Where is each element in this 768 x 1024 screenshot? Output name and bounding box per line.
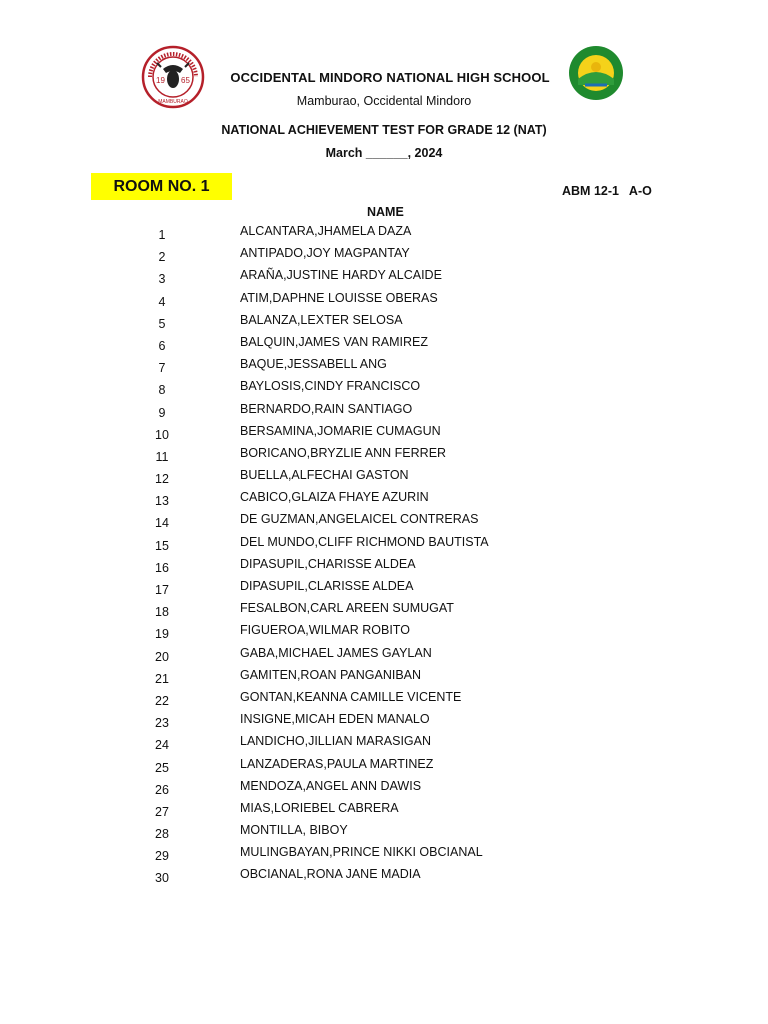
row-number: 17 (155, 583, 169, 597)
student-name: BAQUE,JESSABELL ANG (240, 357, 387, 372)
row-number: 12 (155, 472, 169, 487)
row-number: 8 (158, 383, 166, 398)
row-number: 1 (158, 228, 166, 242)
student-name: BORICANO,BRYZLIE ANN FERRER (240, 445, 447, 460)
student-name: CABICO,GLAIZA FHAYE AZURIN (240, 490, 429, 505)
row-number: 9 (158, 405, 166, 420)
student-name: MENDOZA,ANGEL ANN DAWIS (240, 778, 422, 793)
row-number: 5 (158, 316, 166, 331)
table-row (0, 844, 768, 866)
student-name: FESALBON,CARL AREEN SUMUGAT (240, 601, 454, 616)
table-row (0, 290, 768, 312)
row-number: 27 (155, 804, 169, 819)
seal-bottom-text: MAMBURAO (158, 99, 188, 105)
row-number: 25 (155, 760, 169, 775)
table-row (0, 645, 768, 667)
table-row (0, 733, 768, 755)
table-row (0, 778, 768, 800)
student-name: BALQUIN,JAMES VAN RAMIREZ (240, 334, 428, 349)
table-row (0, 756, 768, 778)
seal-year-right: 65 (181, 76, 190, 85)
table-row (0, 578, 768, 600)
table-row (0, 866, 768, 888)
student-name: DIPASUPIL,CHARISSE ALDEA (240, 556, 416, 571)
row-number: 7 (158, 361, 166, 376)
school-name: OCCIDENTAL MINDORO NATIONAL HIGH SCHOOL (230, 70, 550, 85)
row-number: 6 (158, 338, 166, 353)
student-name: BALANZA,LEXTER SELOSA (240, 312, 403, 327)
row-number: 13 (155, 494, 169, 509)
student-name: MONTILLA, BIBOY (240, 823, 348, 838)
student-name: DIPASUPIL,CLARISSE ALDEA (240, 579, 414, 593)
row-number: 30 (155, 871, 169, 886)
table-row (0, 534, 768, 556)
student-roster (0, 223, 768, 889)
student-name: MIAS,LORIEBEL CABRERA (240, 800, 399, 815)
student-name: GONTAN,KEANNA CAMILLE VICENTE (240, 689, 462, 704)
row-number: 22 (155, 693, 169, 708)
student-name: BERSAMINA,JOMARIE CUMAGUN (240, 423, 441, 438)
row-number: 24 (155, 738, 169, 753)
row-number: 10 (155, 427, 169, 442)
student-name: GABA,MICHAEL JAMES GAYLAN (240, 645, 432, 660)
room-number-label: ROOM NO. 1 (91, 173, 232, 200)
student-name: DE GUZMAN,ANGELAICEL CONTRERAS (240, 512, 479, 527)
table-row (0, 223, 768, 245)
section-label: ABM 12-1 A-O (562, 184, 652, 198)
table-row (0, 312, 768, 334)
student-name: FIGUEROA,WILMAR ROBITO (240, 623, 410, 638)
table-row (0, 667, 768, 689)
table-row (0, 556, 768, 578)
row-number: 16 (155, 560, 169, 575)
row-number: 20 (155, 649, 169, 664)
table-row (0, 245, 768, 267)
row-number: 3 (158, 272, 166, 287)
table-row (0, 600, 768, 622)
student-name: ARAÑA,JUSTINE HARDY ALCAIDE (240, 268, 442, 283)
student-name: DEL MUNDO,CLIFF RICHMOND BAUTISTA (240, 534, 489, 549)
table-row (0, 334, 768, 356)
row-number: 23 (155, 716, 169, 731)
table-row (0, 489, 768, 511)
name-column-header: NAME (367, 205, 404, 219)
student-name: BAYLOSIS,CINDY FRANCISCO (240, 379, 421, 394)
student-name: OBCIANAL,RONA JANE MADIA (240, 867, 421, 882)
student-name: LANZADERAS,PAULA MARTINEZ (240, 756, 434, 771)
row-number: 28 (155, 827, 169, 842)
row-number: 21 (155, 671, 169, 686)
table-row (0, 401, 768, 423)
row-number: 11 (155, 449, 169, 464)
table-row (0, 267, 768, 289)
student-name: BERNARDO,RAIN SANTIAGO (240, 401, 413, 416)
table-row (0, 378, 768, 400)
student-name: BUELLA,ALFECHAI GASTON (240, 468, 409, 483)
table-row (0, 511, 768, 533)
row-number: 19 (155, 627, 169, 642)
student-name: ATIM,DAPHNE LOUISSE OBERAS (240, 290, 438, 305)
table-row (0, 689, 768, 711)
student-name: ALCANTARA,JHAMELA DAZA (240, 224, 412, 238)
row-number: 15 (155, 538, 169, 553)
table-row (0, 423, 768, 445)
table-row (0, 445, 768, 467)
table-row (0, 711, 768, 733)
table-row (0, 800, 768, 822)
school-address: Mamburao, Occidental Mindoro (296, 94, 472, 108)
test-date: March ______, 2024 (325, 146, 443, 160)
table-row (0, 822, 768, 844)
table-row (0, 622, 768, 644)
table-row (0, 356, 768, 378)
row-number: 2 (158, 250, 166, 265)
row-number: 14 (155, 516, 169, 531)
seal-year-left: 19 (156, 76, 165, 85)
row-number: 18 (155, 605, 169, 620)
test-title: NATIONAL ACHIEVEMENT TEST FOR GRADE 12 (NAT) (221, 123, 547, 137)
student-name: GAMITEN,ROAN PANGANIBAN (240, 667, 422, 682)
student-name: MULINGBAYAN,PRINCE NIKKI OBCIANAL (240, 845, 483, 860)
student-name: ANTIPADO,JOY MAGPANTAY (240, 246, 410, 261)
row-number: 26 (155, 782, 169, 797)
student-name: LANDICHO,JILLIAN MARASIGAN (240, 734, 432, 749)
table-row (0, 467, 768, 489)
student-name: INSIGNE,MICAH EDEN MANALO (240, 712, 430, 727)
row-number: 29 (155, 849, 169, 864)
row-number: 4 (158, 294, 166, 309)
